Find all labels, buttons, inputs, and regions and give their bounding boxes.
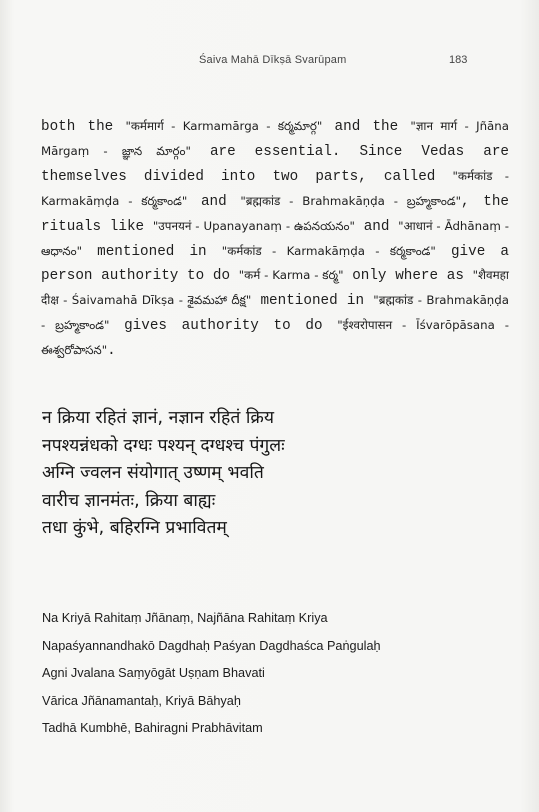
quoted-term: "ब्रह्मकांड - Brahmakāṇḍa - బ్రహ్మకాండ" bbox=[41, 293, 509, 333]
verse-line: अग्नि ज्वलन संयोगात् उष्णम् भवति bbox=[42, 463, 264, 484]
verse-line: तधा कुंभे, बहिरग्नि प्रभावितम् bbox=[42, 518, 227, 539]
body-paragraph bbox=[41, 115, 509, 364]
verse-line: वारीच ज्ञानमंतः, क्रिया बाह्यः bbox=[42, 490, 216, 511]
quoted-term: "कर्मकांड - Karmakāṃḍa - కర్మకాండ" bbox=[41, 168, 509, 208]
text-run: give a person authority to do bbox=[41, 243, 509, 285]
quoted-term: "ज्ञान मार्ग - Jñāna Mārgaṃ - జ్ఞాన మార్గం" bbox=[41, 119, 509, 158]
quoted-term: "कर्ममार्ग - Karmamārga - కర్మమార్గ" bbox=[125, 119, 323, 133]
text-run: mentioned in bbox=[82, 243, 222, 260]
verse-transliteration bbox=[42, 605, 512, 743]
text-run: mentioned in bbox=[251, 293, 374, 310]
paragraph-text bbox=[41, 115, 509, 364]
quoted-term: "कर्मकांड - Karmakāṃḍa - కర్మకాండ" bbox=[221, 243, 436, 258]
quoted-term: "कर्म - Karma - కర్మ" bbox=[238, 268, 344, 283]
text-run: and bbox=[187, 193, 241, 210]
quoted-term: "ईश्वरोपासन - Īśvarōpāsana - ఈశ్వరోపాసన" bbox=[41, 318, 509, 358]
text-run: gives authority to do bbox=[109, 318, 338, 335]
transliteration-line: Vārica Jñānamantaḥ, Kriyā Bāhyaḥ bbox=[42, 693, 241, 708]
text-run: . bbox=[107, 343, 116, 360]
text-run: and the bbox=[322, 119, 411, 135]
page-header bbox=[0, 54, 539, 72]
transliteration-line: Napaśyannandhakō Dagdhaḥ Paśyan Dagdhaśca Paṅgulaḥ bbox=[42, 638, 381, 653]
text-run: both the bbox=[41, 119, 126, 135]
text-run: are essential. Since Vedas are themselves divided into two parts, called bbox=[41, 143, 509, 185]
verse-line: नपश्यन्नंधको दग्धः पश्यन् दग्धश्च पंगुलः bbox=[42, 435, 285, 456]
sanskrit-verse bbox=[42, 405, 512, 543]
verse-line: न क्रिया रहितं ज्ञानं, नज्ञान रहितं क्रिय bbox=[42, 408, 274, 428]
quoted-term: "आधानं - Ādhānaṃ - ఆధానం" bbox=[41, 218, 510, 258]
text-run: and bbox=[354, 218, 399, 235]
running-title: Śaiva Mahā Dīkṣā Svarūpam bbox=[199, 54, 347, 66]
page-number: 183 bbox=[449, 54, 468, 66]
transliteration-line: Na Kriyā Rahitaṃ Jñānaṃ, Najñāna Rahitaṃ Kriya bbox=[42, 611, 328, 625]
transliteration-line: Tadhā Kumbhē, Bahiragni Prabhāvitam bbox=[42, 721, 263, 736]
quoted-term: "ब्रह्मकांड - Brahmakāṇḍa - బ్రహ్మకాండ" bbox=[240, 193, 462, 208]
transliteration-line: Agni Jvalana Saṃyōgāt Uṣṇam Bhavati bbox=[42, 666, 265, 681]
text-run: only where as bbox=[343, 268, 473, 285]
quoted-term: "उपनयनं - Upanayanaṃ - ఉపనయనం" bbox=[152, 218, 355, 233]
text-run: , the rituals like bbox=[41, 193, 509, 235]
quoted-term: "शैवमहा दीक्ष - Śaivamahā Dīkṣa - శైవమహా దీక్ష" bbox=[41, 268, 509, 308]
